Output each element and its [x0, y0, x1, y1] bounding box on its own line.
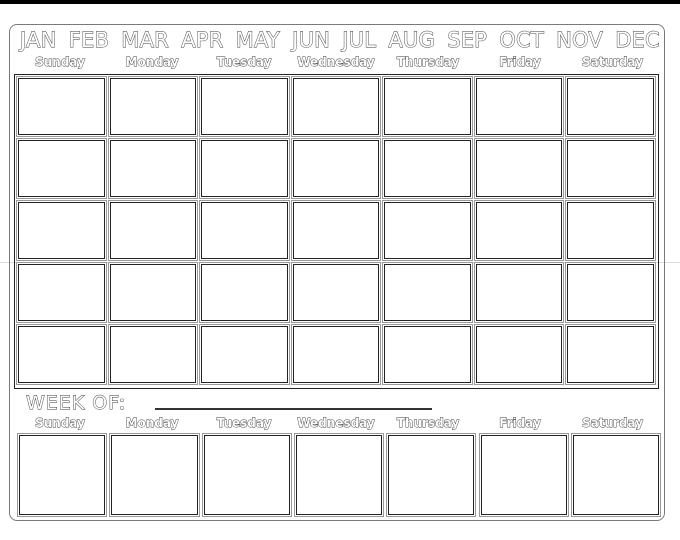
- day-cell[interactable]: [293, 78, 380, 135]
- day-cell[interactable]: [293, 140, 380, 197]
- top-border: [0, 0, 680, 4]
- day-cell[interactable]: [476, 264, 563, 321]
- week-day-cell[interactable]: [296, 435, 382, 515]
- month-weekday-header: [14, 55, 659, 69]
- day-cell[interactable]: [18, 326, 105, 383]
- day-cell[interactable]: [384, 202, 471, 259]
- month-oct: OCT: [499, 28, 544, 52]
- week-weekday-header: [14, 416, 659, 430]
- day-cell[interactable]: [384, 264, 471, 321]
- day-cell[interactable]: [110, 140, 197, 197]
- day-cell[interactable]: [201, 140, 288, 197]
- month-jan: JAN: [20, 28, 57, 52]
- weekday-label: Wednesday: [297, 416, 375, 430]
- day-cell[interactable]: [293, 264, 380, 321]
- day-cell[interactable]: [476, 326, 563, 383]
- weekday-label: Friday: [499, 55, 541, 69]
- week-day-cell[interactable]: [481, 435, 567, 515]
- day-cell[interactable]: [110, 264, 197, 321]
- month-grid: [14, 74, 659, 389]
- week-day-cell[interactable]: [111, 435, 197, 515]
- month-dec: DEC: [615, 28, 660, 52]
- month-feb: FEB: [68, 28, 110, 52]
- day-cell[interactable]: [201, 78, 288, 135]
- weekday-label: Tuesday: [216, 55, 272, 69]
- month-jun: JUN: [292, 28, 331, 52]
- day-cell[interactable]: [384, 140, 471, 197]
- weekday-label: Wednesday: [297, 55, 375, 69]
- month-apr: APR: [181, 28, 224, 52]
- day-cell[interactable]: [201, 202, 288, 259]
- day-cell[interactable]: [201, 326, 288, 383]
- day-cell[interactable]: [476, 140, 563, 197]
- month-nov: NOV: [556, 28, 603, 52]
- week-day-cell[interactable]: [573, 435, 659, 515]
- day-cell[interactable]: [110, 326, 197, 383]
- day-cell[interactable]: [567, 202, 654, 259]
- day-cell[interactable]: [110, 78, 197, 135]
- day-cell[interactable]: [201, 264, 288, 321]
- day-cell[interactable]: [18, 264, 105, 321]
- day-cell[interactable]: [384, 326, 471, 383]
- week-day-cell[interactable]: [388, 435, 474, 515]
- day-cell[interactable]: [476, 202, 563, 259]
- day-cell[interactable]: [567, 326, 654, 383]
- day-cell[interactable]: [18, 78, 105, 135]
- week-of-line[interactable]: [155, 408, 432, 410]
- month-mar: MAR: [121, 28, 169, 52]
- weekday-label: Sunday: [35, 55, 85, 69]
- month-jul: JUL: [342, 28, 377, 52]
- weekday-label: Thursday: [396, 416, 460, 430]
- week-of-label: WEEK OF:: [26, 392, 127, 414]
- weekday-label: Sunday: [35, 416, 85, 430]
- day-cell[interactable]: [110, 202, 197, 259]
- weekday-label: Tuesday: [216, 416, 272, 430]
- day-cell[interactable]: [567, 140, 654, 197]
- month-aug: AUG: [388, 28, 435, 52]
- weekday-label: Saturday: [581, 416, 644, 430]
- day-cell[interactable]: [384, 78, 471, 135]
- weekday-label: Thursday: [396, 55, 460, 69]
- day-cell[interactable]: [18, 140, 105, 197]
- weekday-label: Monday: [125, 416, 179, 430]
- weekday-label: Monday: [125, 55, 179, 69]
- month-header: [20, 28, 660, 52]
- day-cell[interactable]: [476, 78, 563, 135]
- day-cell[interactable]: [293, 202, 380, 259]
- week-day-cell[interactable]: [19, 435, 105, 515]
- week-day-cell[interactable]: [204, 435, 290, 515]
- day-cell[interactable]: [18, 202, 105, 259]
- weekday-label: Friday: [499, 416, 541, 430]
- day-cell[interactable]: [567, 78, 654, 135]
- month-sep: SEP: [447, 28, 488, 52]
- weekday-label: Saturday: [581, 55, 644, 69]
- month-may: MAY: [235, 28, 280, 52]
- day-cell[interactable]: [293, 326, 380, 383]
- day-cell[interactable]: [567, 264, 654, 321]
